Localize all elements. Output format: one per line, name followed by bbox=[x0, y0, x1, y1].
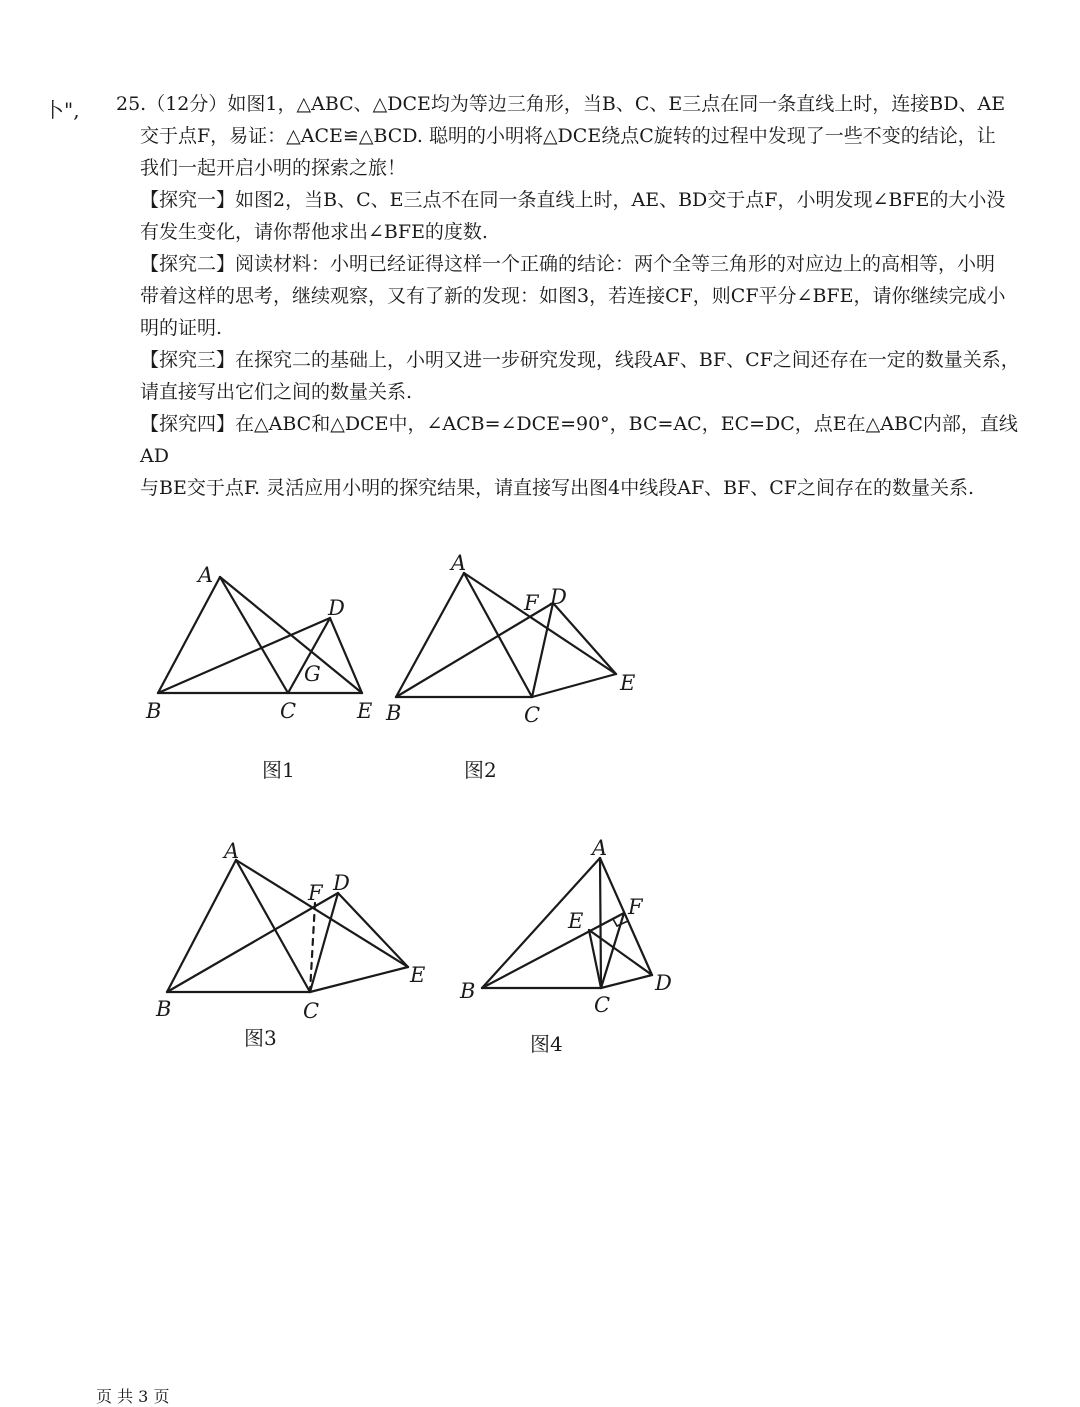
problem-line: 我们一起开启小明的探索之旅！ bbox=[140, 157, 407, 179]
page-footer: 页 共 3 页 bbox=[96, 1387, 170, 1406]
label-E: E bbox=[620, 671, 636, 695]
problem-line: 明的证明. bbox=[140, 317, 223, 339]
problem-line: 请直接写出它们之间的数量关系. bbox=[140, 381, 413, 403]
label-B: B bbox=[146, 699, 162, 723]
problem-line: 与BE交于点F. 灵活应用小明的探究结果，请直接写出图4中线段AF、BF、CF之间存在的数量关系. bbox=[140, 477, 975, 499]
segment-CD bbox=[601, 975, 652, 988]
explore-1-label: 【探究一】 bbox=[140, 189, 236, 211]
label-C: C bbox=[280, 699, 297, 723]
explore-1-text: 如图2，当B、C、E三点不在同一条直线上时，AE、BD交于点F，小明发现∠BFE的大小没 bbox=[235, 189, 1006, 211]
label-F: F bbox=[524, 591, 539, 615]
label-E: E bbox=[357, 699, 373, 723]
label-A: A bbox=[198, 563, 214, 587]
right-angle-mark-2 bbox=[617, 921, 628, 926]
segment-CE bbox=[589, 930, 601, 988]
problem-line: 25.（12分）如图1，△ABC、△DCE均为等边三角形，当B、C、E三点在同一条直线上时，连接BD、AE bbox=[116, 93, 1006, 115]
label-C: C bbox=[303, 999, 320, 1023]
explore-2-label: 【探究二】 bbox=[140, 253, 236, 275]
explore-4-label: 【探究四】 bbox=[140, 413, 236, 435]
figure-1-caption: 图1 bbox=[262, 758, 295, 782]
explore-2-text: 阅读材料：小明已经证得这样一个正确的结论：两个全等三角形的对应边上的高相等，小明 bbox=[235, 253, 996, 275]
figure-4-caption: 图4 bbox=[530, 1032, 563, 1056]
explore-4-text: 在△ABC和△DCE中，∠ACB=∠DCE=90°，BC=AC，EC=DC，点E在△ABC内部，直线AD bbox=[140, 413, 1018, 467]
label-B: B bbox=[386, 701, 402, 725]
label-A: A bbox=[451, 551, 467, 575]
label-C: C bbox=[524, 703, 541, 727]
figure-2-caption: 图2 bbox=[464, 758, 497, 782]
label-D: D bbox=[333, 871, 350, 895]
explore-3-label: 【探究三】 bbox=[140, 349, 236, 371]
margin-note: 卜", bbox=[44, 98, 80, 122]
label-G: G bbox=[304, 662, 321, 686]
label-D: D bbox=[550, 585, 567, 609]
label-B: B bbox=[460, 979, 476, 1003]
label-E: E bbox=[568, 909, 584, 933]
right-angle-mark-1 bbox=[613, 919, 617, 926]
label-F: F bbox=[308, 881, 323, 905]
label-F: F bbox=[628, 895, 643, 919]
label-B: B bbox=[156, 997, 172, 1021]
label-E: E bbox=[410, 963, 426, 987]
label-D: D bbox=[655, 971, 672, 995]
label-A: A bbox=[592, 836, 608, 860]
problem-line: 有发生变化，请你帮他求出∠BFE的度数. bbox=[140, 221, 488, 243]
segment-AC bbox=[600, 858, 601, 988]
explore-3-text: 在探究二的基础上，小明又进一步研究发现，线段AF、BF、CF之间还存在一定的数量关系， bbox=[235, 349, 1020, 371]
label-A: A bbox=[224, 839, 240, 863]
label-C: C bbox=[594, 993, 611, 1017]
figure-3-caption: 图3 bbox=[244, 1026, 277, 1050]
problem-line: 带着这样的思考，继续观察，又有了新的发现：如图3，若连接CF，则CF平分∠BFE，请你继续完成小 bbox=[140, 285, 1006, 307]
segment-BF bbox=[482, 913, 624, 988]
problem-line: 交于点F，易证：△ACE≌△BCD. 聪明的小明将△DCE绕点C旋转的过程中发现了一些不变的结论，让 bbox=[140, 125, 996, 147]
label-D: D bbox=[328, 596, 345, 620]
